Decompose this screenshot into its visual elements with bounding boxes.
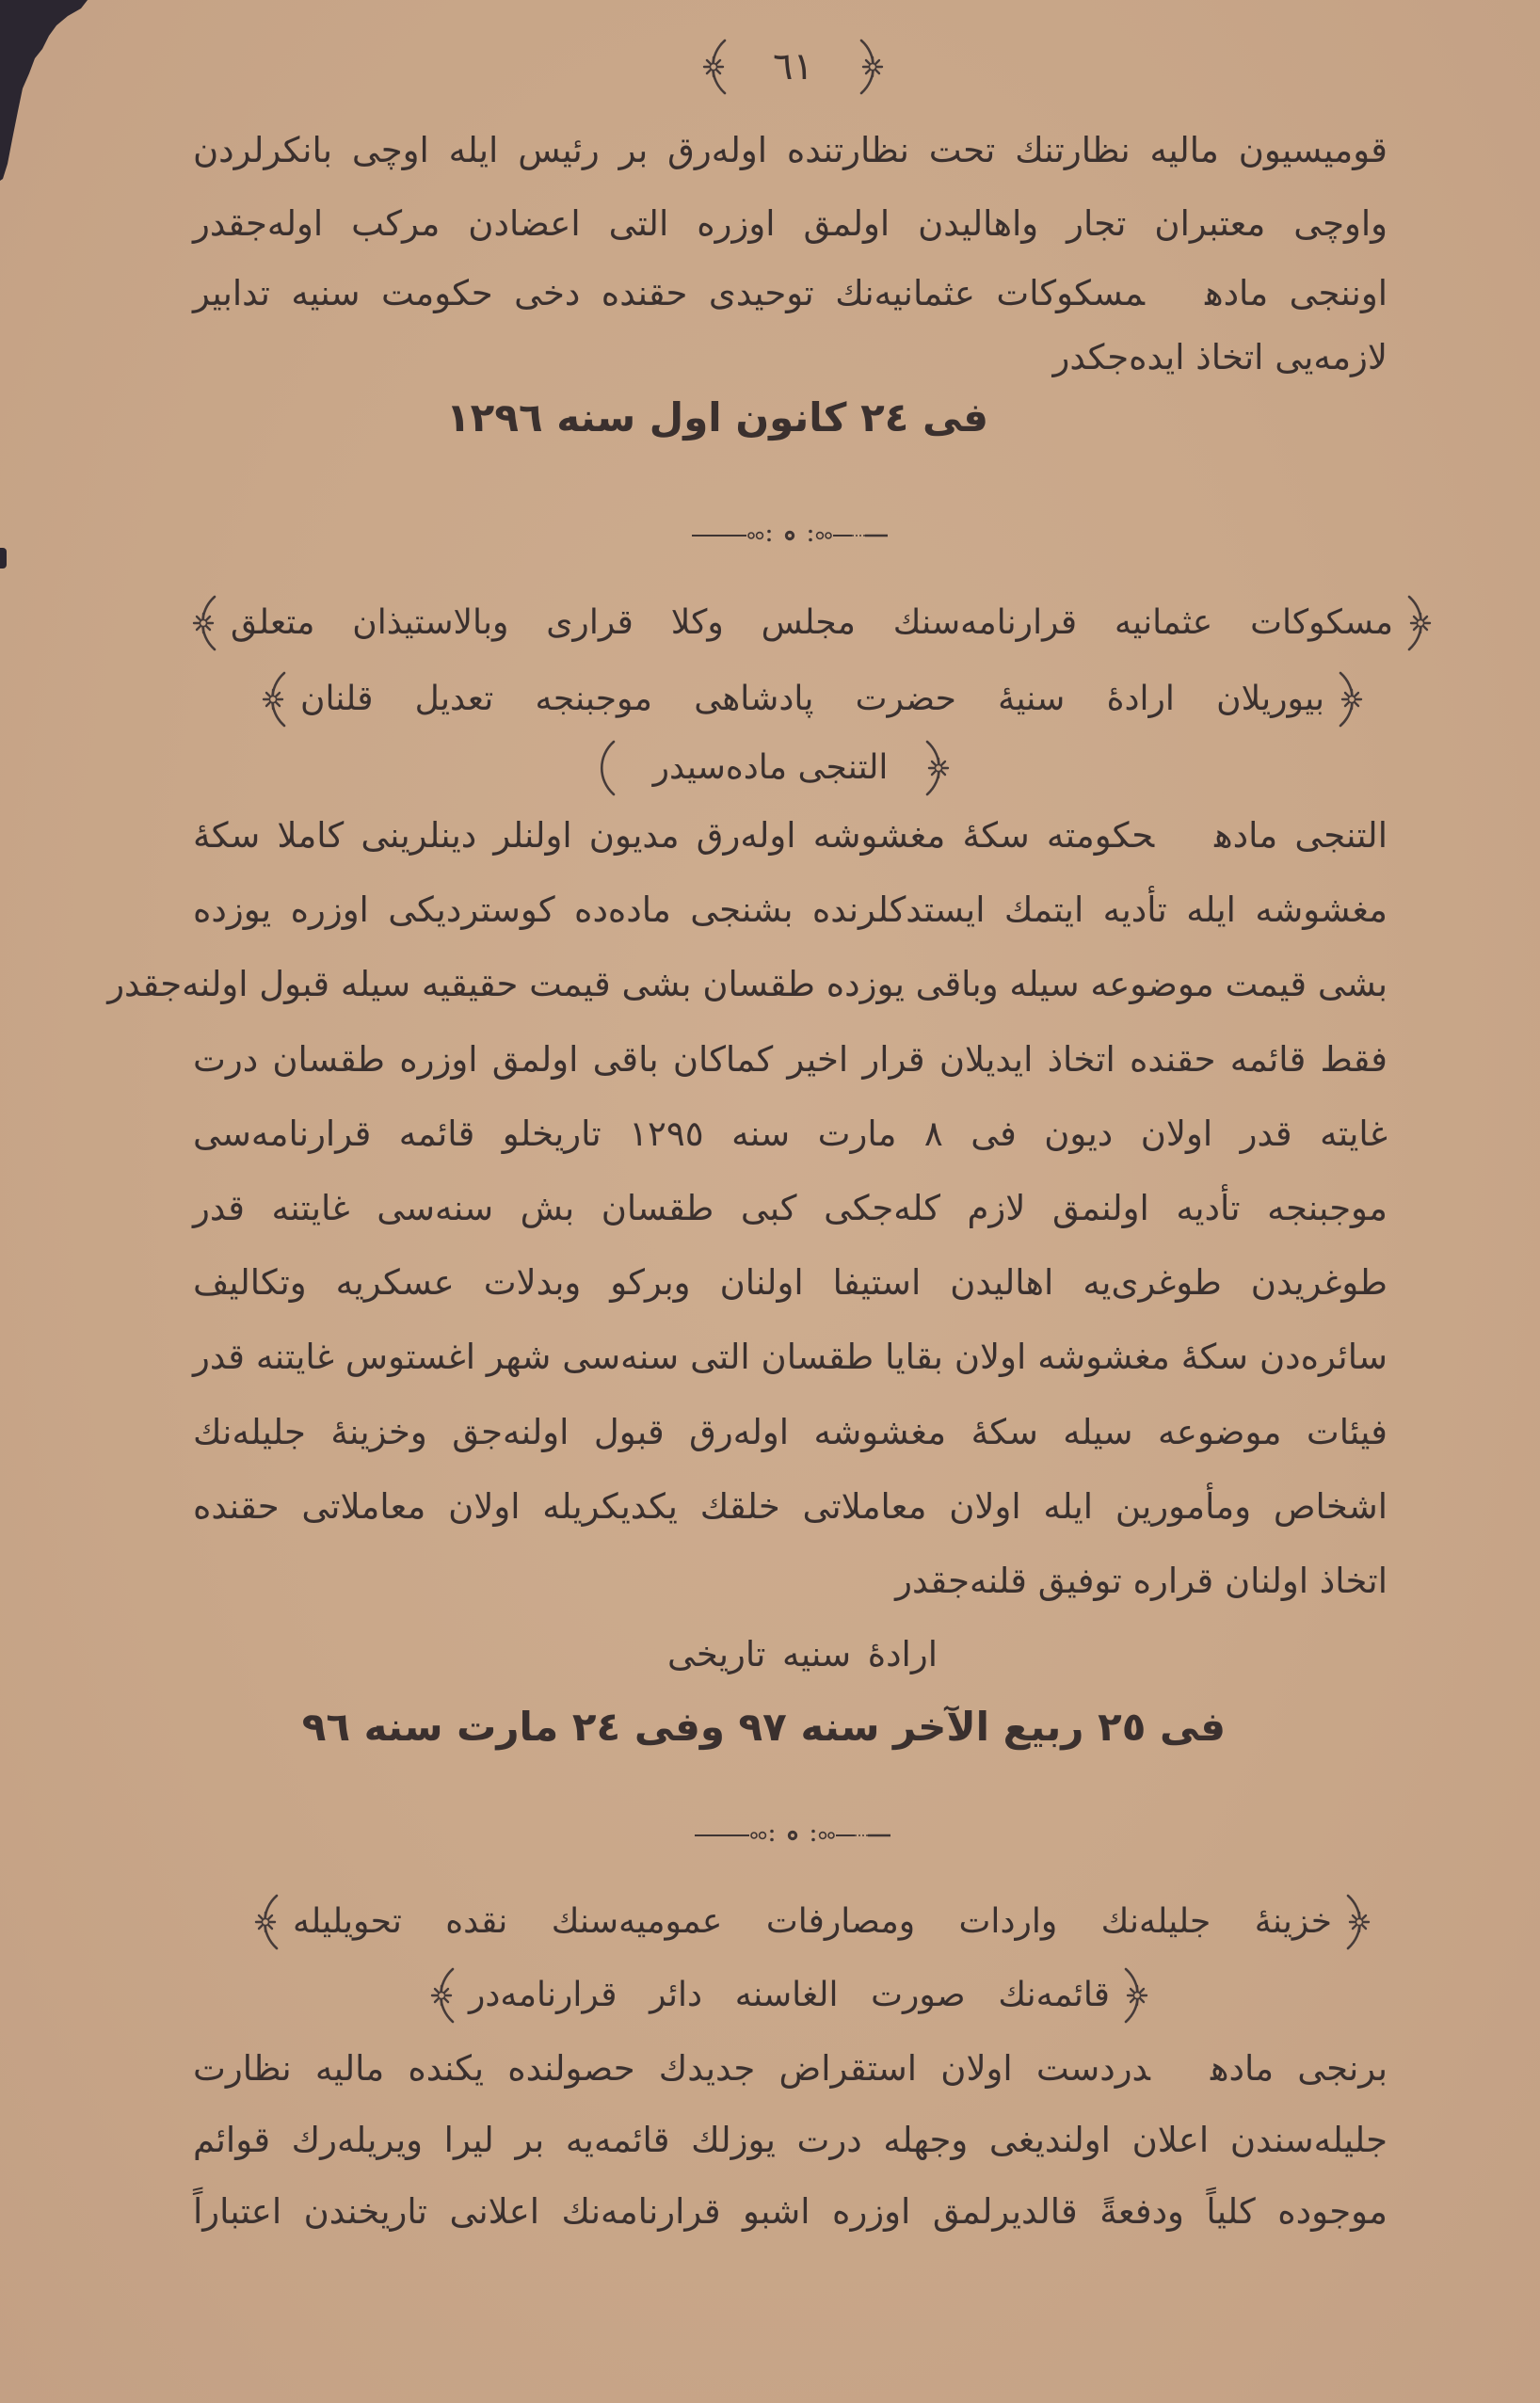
body-line [193, 1032, 1388, 1088]
ornament-right-icon [922, 739, 951, 797]
line-text: سائره‌دن سكهٔ مغشوشه اولان بقایا طقسان التی سنه‌سی شهر اغستوس غایتنه قدر [193, 1337, 1388, 1377]
ornament-right-icon [857, 38, 885, 96]
line-text: موجوده كلیاً ودفعةً قالدیرلمق اوزره اشبو قرارنامه‌نك اعلانی تاریخندن اعتباراً [193, 2191, 1388, 2232]
bracket-left-icon [590, 739, 618, 797]
line-text: بشی قیمت موضوعه سیله وباقی یوزده طقسان بشی قیمت حقیقیه سیله قبول اولنه‌جقدر [107, 964, 1388, 1004]
line-text: دردست اولان استقراض جدیدك حصولنده یكنده مالیه نظارت [193, 2048, 1150, 2089]
ornament-right-icon [1343, 1893, 1372, 1951]
body-line [193, 1329, 1388, 1386]
body-line [193, 2184, 1388, 2240]
body-line [193, 2112, 1388, 2169]
article-label: اوننجی ماده [1205, 273, 1388, 313]
section-heading [253, 1892, 1372, 1952]
heading-line: مسكوكات عثمانیه قرارنامه‌سنك مجلس وكلا قراری وبالاستیذان متعلق [231, 603, 1393, 642]
body-line [193, 1255, 1388, 1311]
ornament-left-icon [701, 38, 730, 96]
irade-date-label: ارادهٔ سنیه تاریخی [667, 1634, 938, 1674]
body-line [193, 1479, 1388, 1535]
body-line [193, 196, 1388, 252]
heading-line: التنجی ماده‌سیدر [652, 748, 889, 787]
page-number: ٦١ [773, 45, 813, 88]
ornament-left-icon [261, 670, 289, 729]
page-number-row [701, 36, 885, 98]
torn-scan-edge [0, 0, 94, 188]
ornament-right-icon [1404, 594, 1433, 652]
section-heading [261, 669, 1364, 729]
section-heading [191, 593, 1433, 653]
heading-line: قائمه‌نك صورت الغاسنه دائر قرارنامه‌در [469, 1976, 1110, 2014]
line-text: فقط قائمه حقنده اتخاذ ایدیلان قرار اخیر كماكان باقی اولمق اوزره طقسان درت [193, 1039, 1388, 1080]
line-text: لازمه‌یی اتخاذ ایده‌جكدر [1052, 337, 1388, 377]
line-text: جلیله‌سندن اعلان اولندیغی وجهله درت یوزلك قائمه‌یه بر لیرا ویریله‌رك قوائم [193, 2120, 1388, 2160]
ornament-right-icon [1336, 670, 1364, 729]
decree-date: فی ٢٥ ربیع الآخر سنه ٩٧ وفی ٢٤ مارت سنه ٩٦ [301, 1704, 1226, 1750]
ornament-left-icon [191, 594, 219, 652]
body-line [193, 1404, 1388, 1461]
heading-line: بیوریلان ارادهٔ سنیهٔ حضرت پادشاهی موجبنجه تعدیل قلنان [300, 680, 1324, 718]
line-text: فیئات موضوعه سیله سكهٔ مغشوشه اوله‌رق قبول اولنه‌جق وخزینهٔ جلیله‌نك [193, 1412, 1388, 1452]
section-divider-icon [693, 1828, 892, 1843]
line-text: مغشوشه ایله تأدیه ایتمك ایستدكلرنده بشنجی ماده‌ده كوستردیكی اوزره یوزده [193, 889, 1388, 930]
article-label: برنجی ماده [1210, 2048, 1388, 2089]
body-line [193, 1180, 1388, 1237]
ornament-left-icon [253, 1893, 281, 1951]
body-line [193, 1106, 1388, 1162]
body-line [107, 956, 1388, 1013]
line-text: غایته قدر اولان دیون فی ٨ مارت سنه ١٢٩٥ تاریخلو قائمه قرارنامه‌سی [193, 1113, 1388, 1154]
body-line [193, 265, 1388, 322]
section-heading [429, 1965, 1149, 2026]
body-line [193, 1553, 1388, 1610]
line-text: حكومته سكهٔ مغشوشه اوله‌رق مدیون اولنلر دینلرینی كاملا سكهٔ [193, 815, 1155, 856]
line-text: اتخاذ اولنان قراره توفیق قلنه‌جقدر [895, 1561, 1388, 1601]
ornament-left-icon [429, 1966, 457, 2025]
section-heading [590, 738, 951, 798]
line-text: طوغریدن طوغری‌یه اهالیدن استیفا اولنان وبركو وبدلات عسكریه وتكالیف [193, 1262, 1388, 1303]
line-text: واوچی معتبران تجار واهالیدن اولمق اوزره التی اعضادن مركب اوله‌جقدر [193, 203, 1388, 244]
body-line [193, 329, 1388, 386]
body-line [193, 2041, 1388, 2097]
scan-edge-mark [0, 548, 7, 569]
body-line [193, 808, 1388, 864]
body-line [193, 882, 1388, 938]
line-text: اشخاص ومأمورین ایله اولان معاملاتی خلقك یكدیكریله اولان معاملاتی حقنده [193, 1486, 1388, 1527]
ornament-right-icon [1121, 1966, 1149, 2025]
line-text: مسكوكات عثمانیه‌نك توحیدی حقنده دخی حكومت سنیه تدابیر [193, 273, 1146, 313]
body-line [193, 122, 1388, 179]
decree-date: فی ٢٤ كانون اول سنه ١٢٩٦ [446, 394, 988, 441]
article-label: التنجی ماده [1214, 815, 1388, 856]
line-text: موجبنجه تأدیه اولنمق لازم كله‌جكی كبی طقسان بش سنه‌سی غایتنه قدر [193, 1188, 1388, 1228]
line-text: قومیسیون مالیه نظارتنك تحت نظارتنده اوله‌رق بر رئیس ایله اوچی بانكرلردن [193, 130, 1388, 170]
section-divider-icon [690, 528, 890, 543]
heading-line: خزینهٔ جلیله‌نك واردات ومصارفات عمومیه‌سنك نقده تحویلیله [293, 1902, 1332, 1941]
